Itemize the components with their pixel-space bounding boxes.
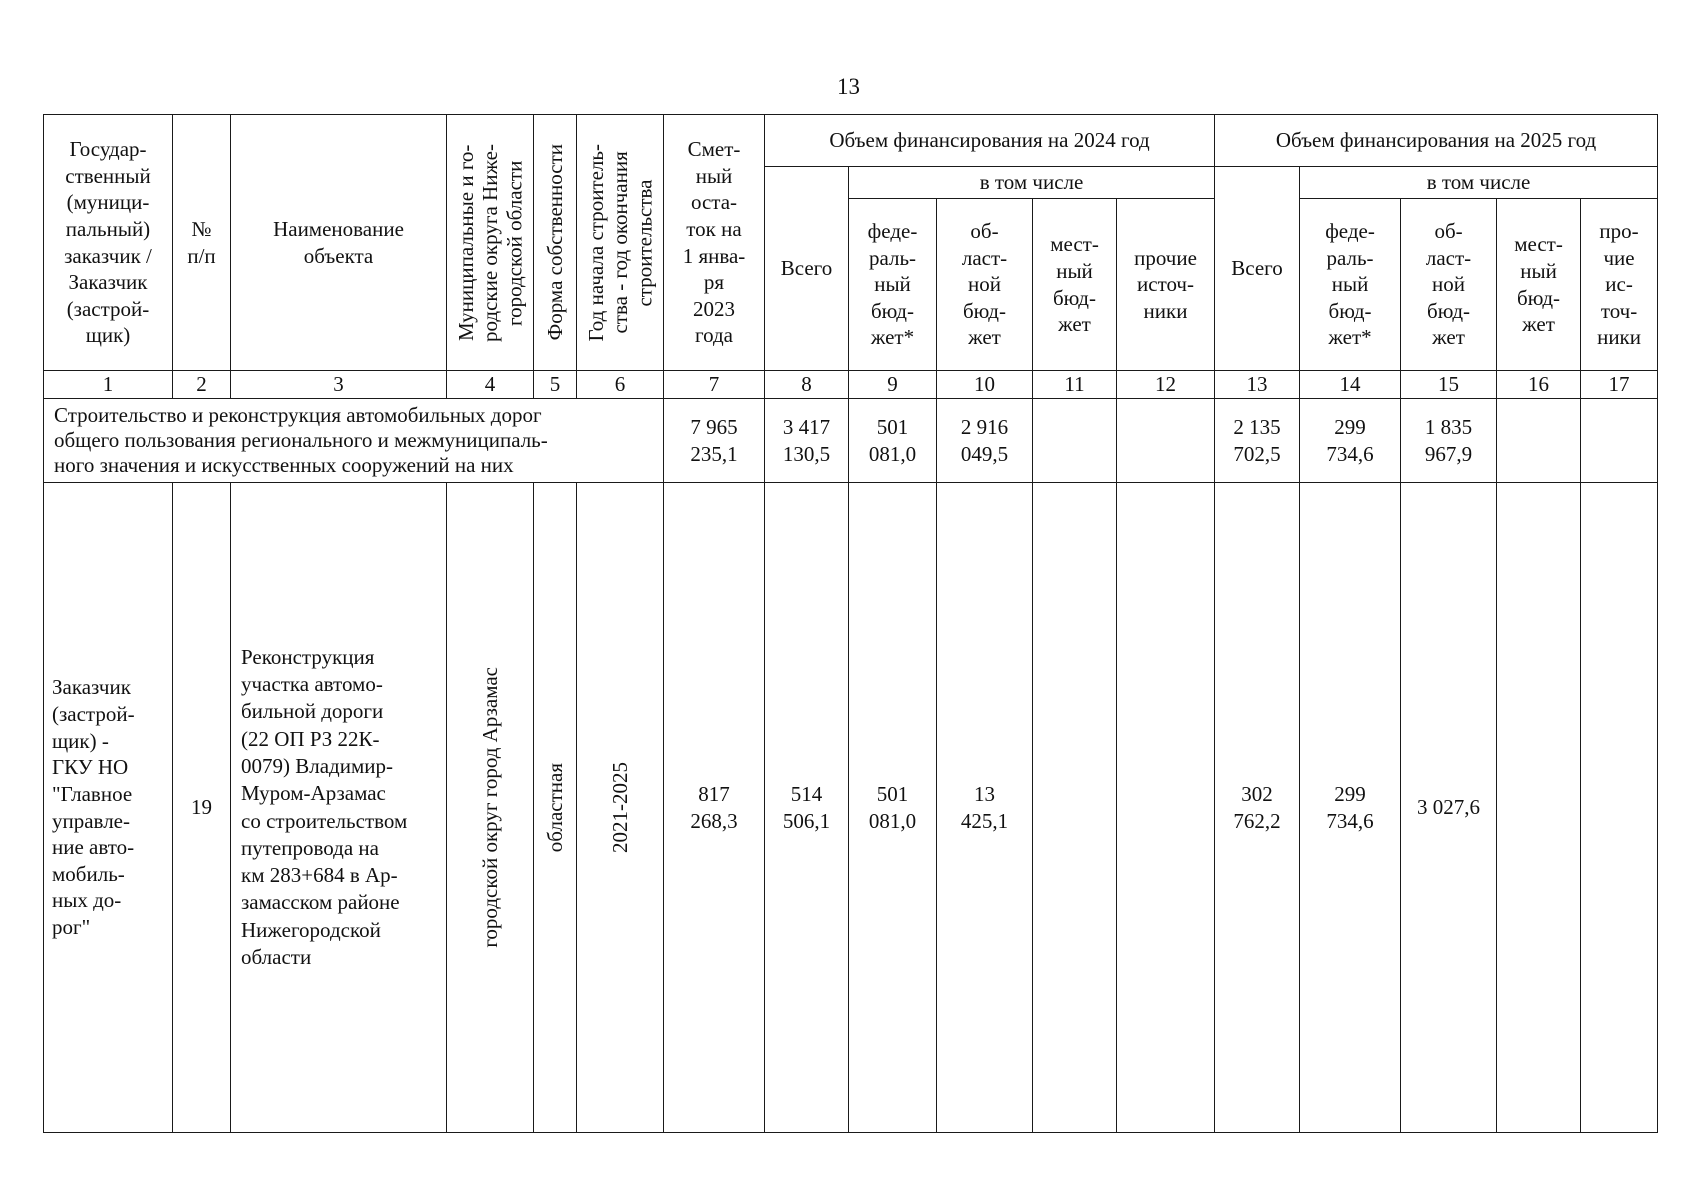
section-local-2024 xyxy=(1033,399,1117,483)
header-federal-2024: феде- раль- ный бюд- жет* xyxy=(849,199,937,371)
header-including-2025: в том числе xyxy=(1300,167,1658,199)
row-local-2024 xyxy=(1033,483,1117,1133)
column-number: 10 xyxy=(937,371,1033,399)
header-including-2024: в том числе xyxy=(849,167,1215,199)
column-number-row xyxy=(44,371,1658,399)
row-estimate: 817 268,3 xyxy=(664,483,765,1133)
header-fin-2024: Объем финансирования на 2024 год xyxy=(765,115,1215,167)
column-number: 5 xyxy=(534,371,577,399)
section-regional-2024: 2 916 049,5 xyxy=(937,399,1033,483)
header-estimate: Смет- ный оста- ток на 1 янва- ря 2023 года xyxy=(664,115,765,371)
row-customer: Заказчик (застрой- щик) - ГКУ НО "Главное управле- ние авто- мобиль- ных до- рог" xyxy=(44,483,173,1133)
column-number: 14 xyxy=(1300,371,1401,399)
row-local-2025 xyxy=(1497,483,1581,1133)
row-ownership: областная xyxy=(542,762,567,853)
column-number: 3 xyxy=(231,371,447,399)
header-federal-2025: феде- раль- ный бюд- жет* xyxy=(1300,199,1401,371)
header-other-2025: про- чие ис- точ- ники xyxy=(1581,199,1658,371)
header-local-2025: мест- ный бюд- жет xyxy=(1497,199,1581,371)
row-total-2025: 302 762,2 xyxy=(1215,483,1300,1133)
header-object-name: Наименование объекта xyxy=(231,115,447,371)
header-years-cell xyxy=(577,115,664,371)
header-number: № п/п xyxy=(173,115,231,371)
row-other-2024 xyxy=(1117,483,1215,1133)
column-number: 12 xyxy=(1117,371,1215,399)
header-ownership-cell xyxy=(534,115,577,371)
row-years: 2021-2025 xyxy=(607,762,632,853)
header-row-1 xyxy=(44,115,1658,167)
financing-table xyxy=(43,114,1658,1133)
header-municipality: Муниципальные и го- родские округа Ниже- городской области xyxy=(453,143,527,342)
header-other-2024: прочие источ- ники xyxy=(1117,199,1215,371)
column-number: 15 xyxy=(1401,371,1497,399)
section-row xyxy=(44,399,1658,483)
header-fin-2025: Объем финансирования на 2025 год xyxy=(1215,115,1658,167)
header-total-2024: Всего xyxy=(765,167,849,371)
table-row xyxy=(44,483,1658,1133)
row-ownership-cell xyxy=(534,483,577,1133)
column-number: 8 xyxy=(765,371,849,399)
column-number: 13 xyxy=(1215,371,1300,399)
column-number: 1 xyxy=(44,371,173,399)
header-local-2024: мест- ный бюд- жет xyxy=(1033,199,1117,371)
header-ownership: Форма собственности xyxy=(542,144,567,341)
row-other-2025 xyxy=(1581,483,1658,1133)
row-regional-2025: 3 027,6 xyxy=(1401,483,1497,1133)
row-number: 19 xyxy=(173,483,231,1133)
header-total-2025: Всего xyxy=(1215,167,1300,371)
row-municipality: городской округ город Арзамас xyxy=(477,667,502,948)
column-number: 17 xyxy=(1581,371,1658,399)
header-customer: Государ- ственный (муници- пальный) заказчик / Заказчик (застрой- щик) xyxy=(44,115,173,371)
section-other-2025 xyxy=(1581,399,1658,483)
row-object-name: Реконструкция участка автомо- бильной дороги (22 ОП РЗ 22К- 0079) Владимир- Муром-Арзамас со строительством путепровода на км 283+684 в Ар- замасском районе Нижегородской области xyxy=(231,483,447,1133)
page-number: 13 xyxy=(837,74,860,99)
section-federal-2024: 501 081,0 xyxy=(849,399,937,483)
column-number: 4 xyxy=(447,371,534,399)
column-number: 16 xyxy=(1497,371,1581,399)
row-years-cell xyxy=(577,483,664,1133)
header-municipality-cell xyxy=(447,115,534,371)
column-number: 9 xyxy=(849,371,937,399)
column-number: 7 xyxy=(664,371,765,399)
section-total-2025: 2 135 702,5 xyxy=(1215,399,1300,483)
section-local-2025 xyxy=(1497,399,1581,483)
section-other-2024 xyxy=(1117,399,1215,483)
row-federal-2024: 501 081,0 xyxy=(849,483,937,1133)
row-municipality-cell xyxy=(447,483,534,1133)
row-regional-2024: 13 425,1 xyxy=(937,483,1033,1133)
column-number: 6 xyxy=(577,371,664,399)
section-regional-2025: 1 835 967,9 xyxy=(1401,399,1497,483)
header-regional-2025: об- ласт- ной бюд- жет xyxy=(1401,199,1497,371)
section-federal-2025: 299 734,6 xyxy=(1300,399,1401,483)
section-title: Строительство и реконструкция автомобильных дорог общего пользования регионального и межмуниципаль- ного значения и искусственных сооружений на них xyxy=(44,399,664,483)
row-federal-2025: 299 734,6 xyxy=(1300,483,1401,1133)
header-regional-2024: об- ласт- ной бюд- жет xyxy=(937,199,1033,371)
section-estimate: 7 965 235,1 xyxy=(664,399,765,483)
column-number: 2 xyxy=(173,371,231,399)
column-number: 11 xyxy=(1033,371,1117,399)
header-years: Год начала строитель- ства - год окончания строительства xyxy=(583,143,657,342)
row-total-2024: 514 506,1 xyxy=(765,483,849,1133)
section-total-2024: 3 417 130,5 xyxy=(765,399,849,483)
